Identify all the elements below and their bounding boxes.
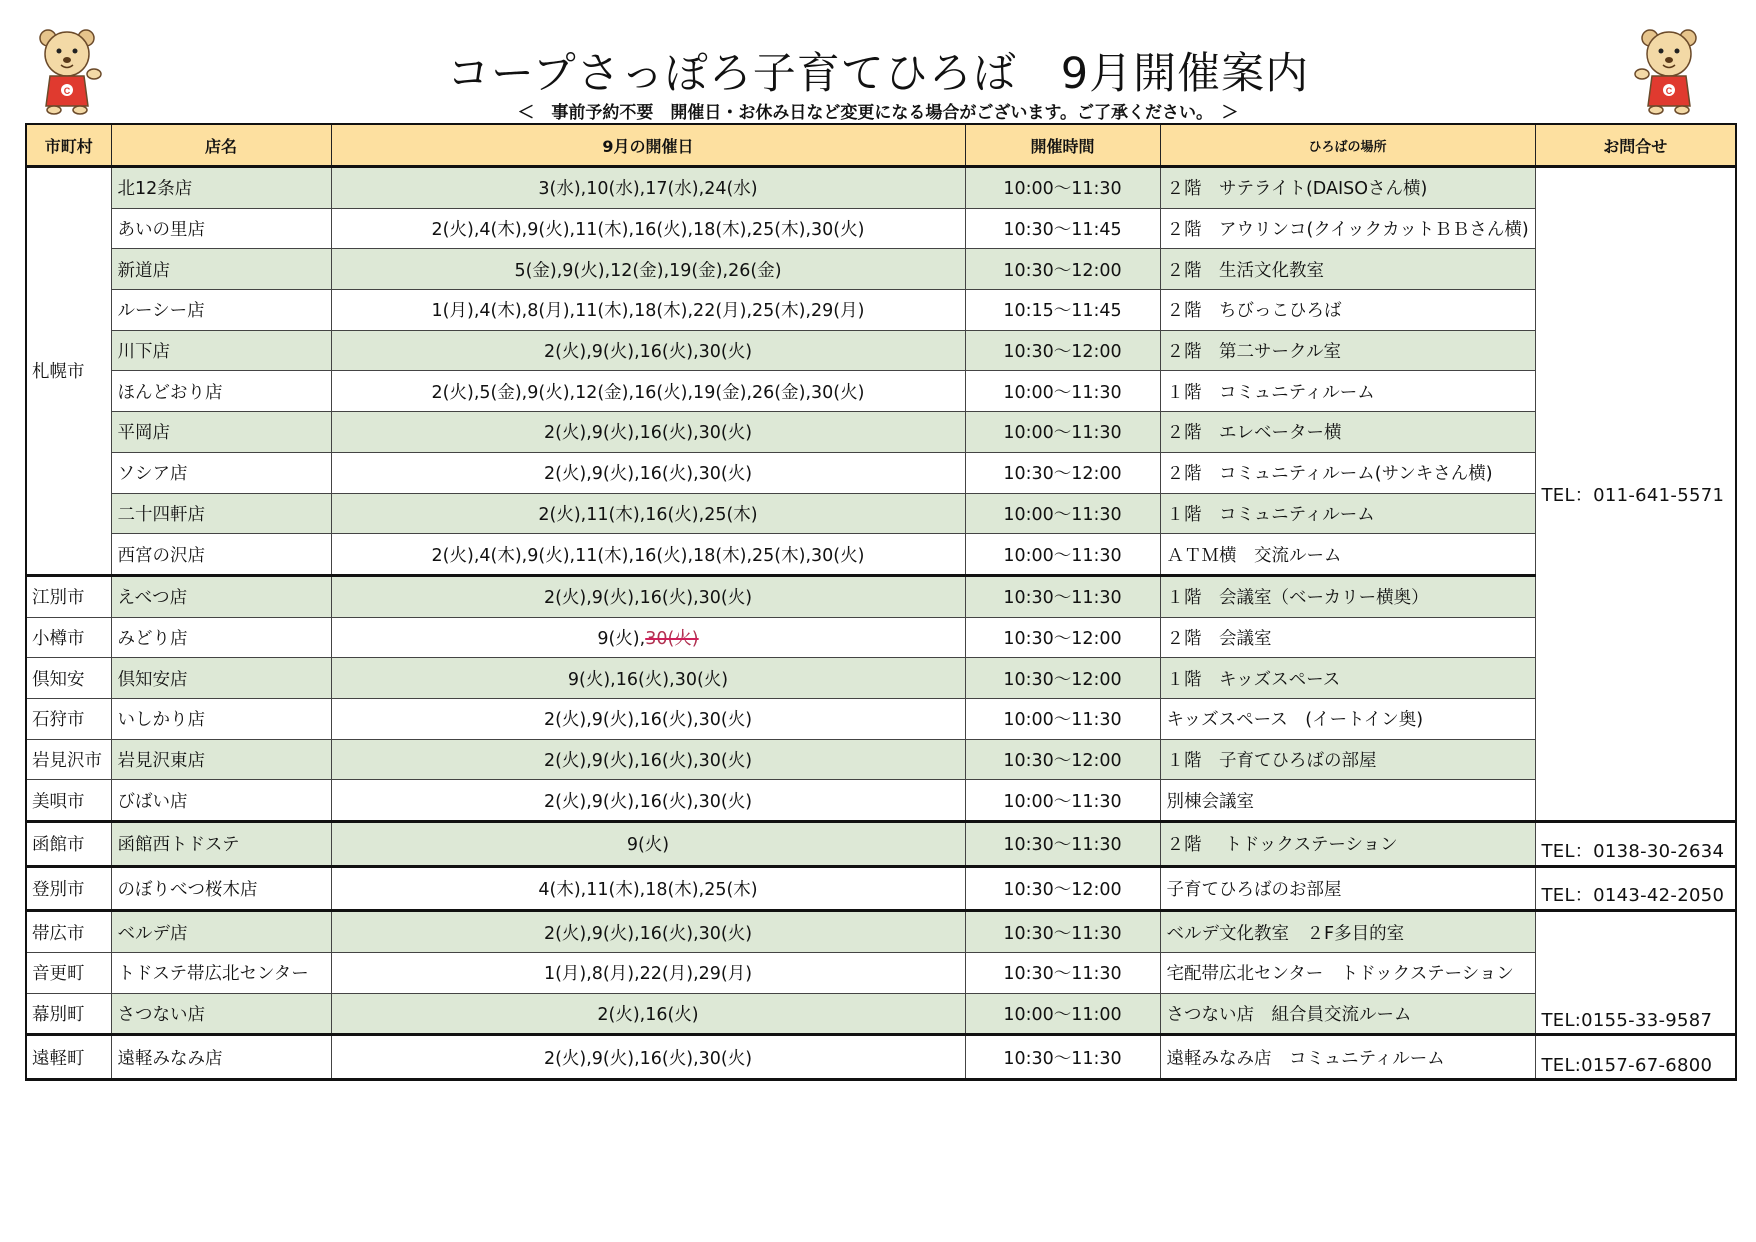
table-row bbox=[26, 371, 1736, 412]
table-row bbox=[26, 208, 1736, 249]
notice-text: ＜ 事前予約不要 開催日・お休み日など変更になる場合がございます。ご了承ください。 ＞ bbox=[513, 103, 1242, 126]
contact-cell: TEL:0157-67-6800 bbox=[1535, 1035, 1736, 1080]
table-row bbox=[26, 658, 1736, 699]
contact-cell: TEL:0155-33-9587 bbox=[1535, 911, 1736, 1035]
store-cell: あいの里店 bbox=[111, 208, 331, 249]
store-cell: さつない店 bbox=[111, 993, 331, 1035]
store-cell: いしかり店 bbox=[111, 698, 331, 739]
place-cell: ２階 エレベーター横 bbox=[1160, 412, 1535, 453]
time-cell: 10:30～12:00 bbox=[965, 452, 1160, 493]
store-cell: 岩見沢東店 bbox=[111, 739, 331, 780]
time-cell: 10:30～11:30 bbox=[965, 1035, 1160, 1080]
store-cell: ほんどおり店 bbox=[111, 371, 331, 412]
time-cell: 10:30～12:00 bbox=[965, 330, 1160, 371]
store-cell: みどり店 bbox=[111, 617, 331, 658]
col-header-municipality: 市町村 bbox=[26, 124, 111, 167]
place-cell: ２階 会議室 bbox=[1160, 617, 1535, 658]
place-cell: 子育てひろばのお部屋 bbox=[1160, 866, 1535, 911]
cancelled-date: 30(火) bbox=[645, 628, 699, 649]
dates-cell: 2(火),9(火),16(火),30(火) bbox=[331, 412, 965, 453]
table-row bbox=[26, 953, 1736, 994]
place-cell: キッズスペース (イートイン奥) bbox=[1160, 698, 1535, 739]
store-cell: 遠軽みなみ店 bbox=[111, 1035, 331, 1080]
dates-cell: 2(火),4(木),9(火),11(木),16(火),18(木),25(木),30(火) bbox=[331, 534, 965, 576]
table-row bbox=[26, 249, 1736, 290]
contact-cell: TEL：0143-42-2050 bbox=[1535, 866, 1736, 911]
table-row bbox=[26, 993, 1736, 1035]
col-header-contact: お問合せ bbox=[1535, 124, 1736, 167]
table-header-row bbox=[26, 124, 1736, 167]
time-cell: 10:30～11:30 bbox=[965, 911, 1160, 953]
time-cell: 10:30～11:45 bbox=[965, 208, 1160, 249]
place-cell: １階 コミュニティルーム bbox=[1160, 493, 1535, 534]
dates-cell: 1(月),4(木),8(月),11(木),18(木),22(月),25(木),29(月) bbox=[331, 290, 965, 331]
notice-subtitle bbox=[0, 98, 1756, 123]
table-row bbox=[26, 575, 1736, 617]
place-cell: ２階 生活文化教室 bbox=[1160, 249, 1535, 290]
municipality-cell: 幕別町 bbox=[26, 993, 111, 1035]
time-cell: 10:30～11:30 bbox=[965, 822, 1160, 867]
table-row bbox=[26, 780, 1736, 822]
dates-cell: 2(火),11(木),16(火),25(木) bbox=[331, 493, 965, 534]
col-header-place: ひろばの場所 bbox=[1160, 124, 1535, 167]
table-row bbox=[26, 911, 1736, 953]
store-cell: 函館西トドステ bbox=[111, 822, 331, 867]
time-cell: 10:00～11:30 bbox=[965, 780, 1160, 822]
place-cell: １階 キッズスペース bbox=[1160, 658, 1535, 699]
place-cell: 宅配帯広北センター トドックステーション bbox=[1160, 953, 1535, 994]
store-cell: トドステ帯広北センター bbox=[111, 953, 331, 994]
store-cell: 川下店 bbox=[111, 330, 331, 371]
dates-cell: 2(火),9(火),16(火),30(火) bbox=[331, 575, 965, 617]
place-cell: １階 会議室（ベーカリー横奥） bbox=[1160, 575, 1535, 617]
store-cell: 新道店 bbox=[111, 249, 331, 290]
municipality-cell: 帯広市 bbox=[26, 911, 111, 953]
contact-cell: TEL：0138-30-2634 bbox=[1535, 822, 1736, 867]
place-cell: １階 子育てひろばの部屋 bbox=[1160, 739, 1535, 780]
store-cell: 平岡店 bbox=[111, 412, 331, 453]
col-header-time: 開催時間 bbox=[965, 124, 1160, 167]
dates-cell: 3(水),10(水),17(水),24(水) bbox=[331, 167, 965, 209]
municipality-cell: 遠軽町 bbox=[26, 1035, 111, 1080]
dates-cell bbox=[331, 617, 965, 658]
store-cell: 北12条店 bbox=[111, 167, 331, 209]
place-cell: 別棟会議室 bbox=[1160, 780, 1535, 822]
dates-cell: 2(火),16(火) bbox=[331, 993, 965, 1035]
store-cell: 倶知安店 bbox=[111, 658, 331, 699]
page-title: コープさっぽろ子育てひろば 9月開催案内 bbox=[446, 49, 1310, 99]
place-cell: ２階 コミュニティルーム(サンキさん横) bbox=[1160, 452, 1535, 493]
time-cell: 10:00～11:30 bbox=[965, 371, 1160, 412]
table-row bbox=[26, 534, 1736, 576]
municipality-cell: 岩見沢市 bbox=[26, 739, 111, 780]
time-cell: 10:30～12:00 bbox=[965, 617, 1160, 658]
dates-cell: 4(木),11(木),18(木),25(木) bbox=[331, 866, 965, 911]
municipality-cell: 札幌市 bbox=[26, 167, 111, 576]
place-cell: ２階 第二サークル室 bbox=[1160, 330, 1535, 371]
municipality-cell: 倶知安 bbox=[26, 658, 111, 699]
store-cell: ルーシー店 bbox=[111, 290, 331, 331]
table-row bbox=[26, 1035, 1736, 1080]
time-cell: 10:00～11:30 bbox=[965, 534, 1160, 576]
table-row bbox=[26, 493, 1736, 534]
time-cell: 10:30～12:00 bbox=[965, 866, 1160, 911]
table-row bbox=[26, 866, 1736, 911]
place-cell: ２階 サテライト(DAISOさん横) bbox=[1160, 167, 1535, 209]
dates-cell: 1(月),8(月),22(月),29(月) bbox=[331, 953, 965, 994]
dates-cell: 2(火),9(火),16(火),30(火) bbox=[331, 698, 965, 739]
time-cell: 10:30～12:00 bbox=[965, 249, 1160, 290]
time-cell: 10:30～12:00 bbox=[965, 739, 1160, 780]
store-cell: えべつ店 bbox=[111, 575, 331, 617]
dates-text: 9(火), bbox=[597, 628, 646, 649]
time-cell: 10:15～11:45 bbox=[965, 290, 1160, 331]
store-cell: ベルデ店 bbox=[111, 911, 331, 953]
table-row bbox=[26, 822, 1736, 867]
store-cell: びばい店 bbox=[111, 780, 331, 822]
store-cell: のぼりべつ桜木店 bbox=[111, 866, 331, 911]
place-cell: ２階 トドックステーション bbox=[1160, 822, 1535, 867]
place-cell: ２階 アウリンコ(クイックカットＢＢさん横) bbox=[1160, 208, 1535, 249]
municipality-cell: 音更町 bbox=[26, 953, 111, 994]
municipality-cell: 江別市 bbox=[26, 575, 111, 617]
municipality-cell: 小樽市 bbox=[26, 617, 111, 658]
table-row bbox=[26, 290, 1736, 331]
time-cell: 10:00～11:30 bbox=[965, 698, 1160, 739]
col-header-store: 店名 bbox=[111, 124, 331, 167]
table-row bbox=[26, 412, 1736, 453]
place-cell: ベルデ文化教室 ２F多目的室 bbox=[1160, 911, 1535, 953]
table-row bbox=[26, 167, 1736, 209]
time-cell: 10:30～12:00 bbox=[965, 658, 1160, 699]
time-cell: 10:30～11:30 bbox=[965, 953, 1160, 994]
svg-text:C: C bbox=[63, 86, 71, 96]
place-cell: さつない店 組合員交流ルーム bbox=[1160, 993, 1535, 1035]
dates-cell: 9(火) bbox=[331, 822, 965, 867]
table-row bbox=[26, 698, 1736, 739]
place-cell: ＡＴＭ横 交流ルーム bbox=[1160, 534, 1535, 576]
store-cell: 二十四軒店 bbox=[111, 493, 331, 534]
col-header-dates: 9月の開催日 bbox=[331, 124, 965, 167]
table-row bbox=[26, 452, 1736, 493]
municipality-cell: 石狩市 bbox=[26, 698, 111, 739]
schedule-table bbox=[25, 123, 1737, 1081]
dates-cell: 2(火),9(火),16(火),30(火) bbox=[331, 739, 965, 780]
svg-text:C: C bbox=[1665, 86, 1673, 96]
municipality-cell: 美唄市 bbox=[26, 780, 111, 822]
municipality-cell: 登別市 bbox=[26, 866, 111, 911]
place-cell: 遠軽みなみ店 コミュニティルーム bbox=[1160, 1035, 1535, 1080]
place-cell: １階 コミュニティルーム bbox=[1160, 371, 1535, 412]
contact-cell: TEL：011-641-5571 bbox=[1535, 167, 1736, 822]
dates-cell: 2(火),9(火),16(火),30(火) bbox=[331, 780, 965, 822]
store-cell: ソシア店 bbox=[111, 452, 331, 493]
table-row bbox=[26, 330, 1736, 371]
place-cell: ２階 ちびっこひろば bbox=[1160, 290, 1535, 331]
dates-cell: 9(火),16(火),30(火) bbox=[331, 658, 965, 699]
table-row bbox=[26, 739, 1736, 780]
dates-cell: 5(金),9(火),12(金),19(金),26(金) bbox=[331, 249, 965, 290]
time-cell: 10:00～11:30 bbox=[965, 412, 1160, 453]
time-cell: 10:00～11:30 bbox=[965, 493, 1160, 534]
time-cell: 10:30～11:30 bbox=[965, 575, 1160, 617]
dates-cell: 2(火),9(火),16(火),30(火) bbox=[331, 1035, 965, 1080]
dates-cell: 2(火),5(金),9(火),12(金),16(火),19(金),26(金),30(火) bbox=[331, 371, 965, 412]
dates-cell: 2(火),9(火),16(火),30(火) bbox=[331, 452, 965, 493]
dates-cell: 2(火),9(火),16(火),30(火) bbox=[331, 330, 965, 371]
dates-cell: 2(火),9(火),16(火),30(火) bbox=[331, 911, 965, 953]
time-cell: 10:00～11:30 bbox=[965, 167, 1160, 209]
time-cell: 10:00～11:00 bbox=[965, 993, 1160, 1035]
table-row bbox=[26, 617, 1736, 658]
dates-cell: 2(火),4(木),9(火),11(木),16(火),18(木),25(木),30(火) bbox=[331, 208, 965, 249]
municipality-cell: 函館市 bbox=[26, 822, 111, 867]
store-cell: 西宮の沢店 bbox=[111, 534, 331, 576]
